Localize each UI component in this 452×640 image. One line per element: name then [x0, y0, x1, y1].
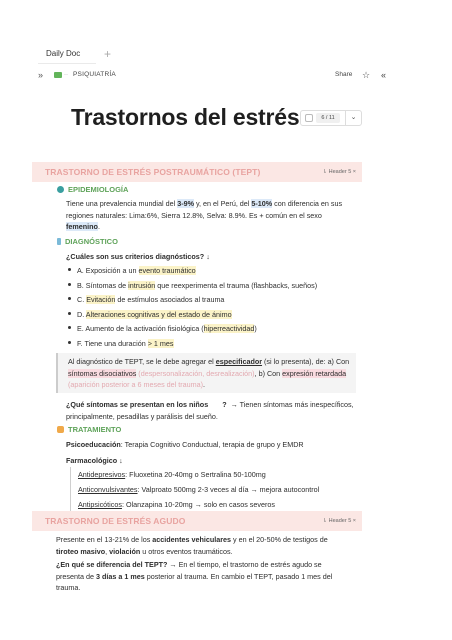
section-agudo-header[interactable] [32, 511, 362, 531]
breadcrumb-psiquiatria[interactable]: PSIQUIATRÍA [73, 71, 116, 78]
page-count: 6 / 11 [316, 113, 340, 123]
epidemiologia-heading: EPIDEMIOLOGÍA [57, 185, 128, 194]
ninos-toggle: ¿Qué síntomas se presentan en los niños ? → Tienen síntomas más inespecíficos, principalmente, pesadillas y parálisis del sueño. [66, 400, 354, 421]
criterios-question: ¿Cuáles son sus criterios diagnósticos? ↓ [66, 252, 210, 261]
drug-row: Anticonvulsivantes: Valproato 500mg 2-3 veces al día → mejora autocontrol [78, 485, 320, 494]
psicoeducacion-text: Psicoeducación: Terapia Cognitivo Conductual, terapia de grupo y EMDR [66, 440, 304, 449]
tratamiento-heading: TRATAMIENTO [57, 425, 121, 434]
list-item: E. Aumento de la activación fisiológica (hiperreactividad) [68, 324, 257, 334]
agudo-diferencia: ¿En qué se diferencia del TEPT? → En el tiempo, el trastorno de estrés agudo se presenta de 3 días a 1 mes posterior al trauma. En cambio el TEPT, pasado 1 mes del trauma. [56, 560, 333, 592]
add-tab-icon[interactable]: + [104, 47, 112, 61]
farmacologico-label: Farmacológico ↓ [66, 456, 123, 465]
expand-sidebar-icon[interactable]: » [38, 70, 44, 80]
especificador-callout [56, 353, 356, 393]
page-pager [300, 110, 362, 126]
section-title: TRASTORNO DE ESTRÉS AGUDO [45, 516, 186, 526]
share-button[interactable]: Share [335, 71, 353, 78]
pill-icon [57, 426, 64, 433]
epidemiologia-text: Tiene una prevalencia mundial del 3-9% y, en el Perú, del 5-10% con diferencia en sus regiones naturales: Lima:6%, Sierra 12.8%, Selva: 8.9%. Es + común en el sexo femenino. [66, 199, 343, 231]
collapse-icon[interactable]: « [381, 70, 387, 80]
list-item: C. Evitación de estímulos asociados al trauma [68, 295, 224, 305]
chevron-down-icon[interactable]: ⌄ [345, 111, 361, 125]
page-title: Trastornos del estrés [71, 104, 300, 130]
tree-line [70, 467, 71, 511]
page-icon [305, 114, 313, 122]
diagnostico-heading: DIAGNÓSTICO [57, 237, 118, 246]
tab-label: Daily Doc [46, 49, 81, 58]
folder-icon [54, 72, 62, 78]
header-tag[interactable]: ⇂ Header 5 × [322, 518, 356, 524]
tab-daily-doc[interactable] [38, 44, 96, 64]
drug-row: Antipsicóticos: Olanzapina 10-20mg → solo en casos severos [78, 500, 275, 509]
agudo-prevalencia: Presente en el 13-21% de los accidentes vehiculares y en el 20-50% de testigos de tiroteo masivo, violación u otros eventos traumáticos. [56, 535, 328, 556]
star-icon[interactable]: ☆ [362, 70, 371, 80]
callout-text: Al diagnóstico de TEPT, se le debe agregar el especificador (si lo presenta), de: a) Con síntomas disociativos (despersonalización, desrealización), b) Con expresión retardada (aparición posterior a 6 meses del trauma). [68, 357, 350, 389]
list-item: F. Tiene una duración > 1 mes [68, 339, 174, 349]
list-item: D. Alteraciones cognitivas y del estado de ánimo [68, 310, 232, 320]
header-tag[interactable]: ⇂ Header 5 × [322, 169, 356, 175]
section-tept-header[interactable] [32, 162, 362, 182]
list-item: A. Exposición a un evento traumático [68, 266, 196, 276]
thermometer-icon [57, 238, 61, 245]
list-item: B. Síntomas de intrusión que reexperimenta el trauma (flashbacks, sueños) [68, 281, 317, 291]
tab-bar [0, 44, 452, 64]
section-title: TRASTORNO DE ESTRÉS POSTRAUMÁTICO (TEPT) [45, 167, 261, 177]
globe-icon [57, 186, 64, 193]
page-type-icon: ·· [64, 72, 68, 78]
breadcrumb [0, 68, 452, 82]
drug-row: Antidepresivos: Fluoxetina 20-40mg o Sertralina 50-100mg [78, 470, 266, 479]
